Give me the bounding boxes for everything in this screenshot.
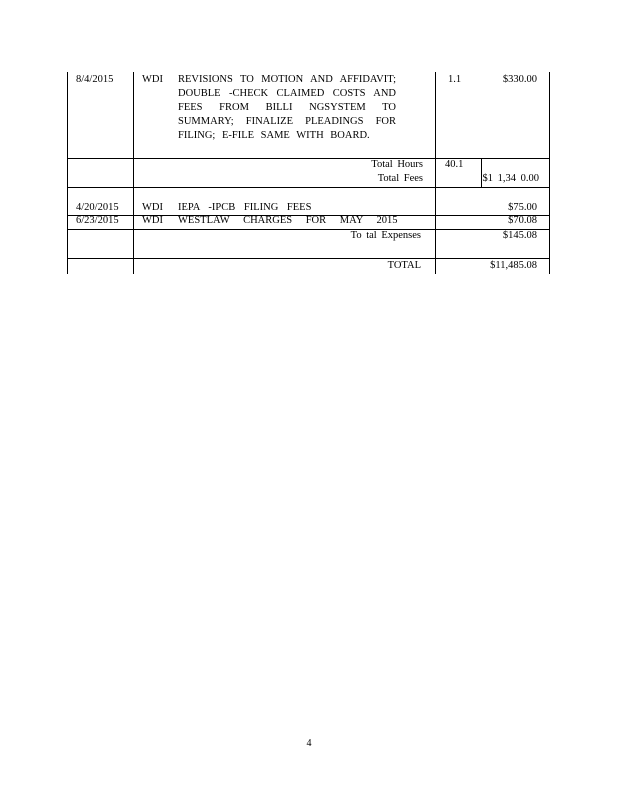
entry-description-line: DOUBLE -CHECK CLAIMED COSTS AND [178,88,396,99]
entry-date: 8/4/2015 [76,74,114,85]
table-left-border [67,72,68,274]
expense-description: WESTLAW CHARGES FOR MAY 2015 [178,215,398,226]
entry-initials: WDI [142,74,163,85]
total-fees-value: $1 1,34 0.00 [482,173,539,184]
fee-totals-bottom-rule [67,187,550,188]
entry-description-line: FILING; E-FILE SAME WITH BOARD. [178,130,370,141]
hours-column-divider [435,72,436,274]
expense-description: IEPA -IPCB FILING FEES [178,202,312,213]
entry-description-line: REVISIONS TO MOTION AND AFFIDAVIT; [178,74,396,85]
entry-hours: 1.1 [448,74,462,85]
entry-description-line: FEES FROM BILLI NGSYSTEM TO [178,102,396,113]
entry-description [178,73,396,143]
expense-initials: WDI [142,202,163,213]
total-hours-label: Total Hours [371,159,423,170]
total-expenses-label: To tal Expenses [350,230,421,241]
total-expenses-value: $145.08 [502,230,537,241]
billing-ledger-table [67,72,550,274]
table-right-border [549,72,550,274]
grand-total-value: $11,485.08 [490,260,537,271]
entry-description-line: SUMMARY; FINALIZE PLEADINGS FOR [178,116,396,127]
expense-amount: $70.08 [508,215,537,226]
date-column-divider [133,72,134,274]
expense-initials: WDI [142,215,163,226]
entry-amount: $330.00 [502,74,537,85]
expense-date: 4/20/2015 [76,202,119,213]
total-fees-label: Total Fees [377,173,423,184]
expense-amount: $75.00 [508,202,537,213]
total-hours-value: 40.1 [445,159,464,170]
page-number: 4 [306,738,312,749]
grand-total-label: TOTAL [387,260,421,271]
expense-date: 6/23/2015 [76,215,119,226]
